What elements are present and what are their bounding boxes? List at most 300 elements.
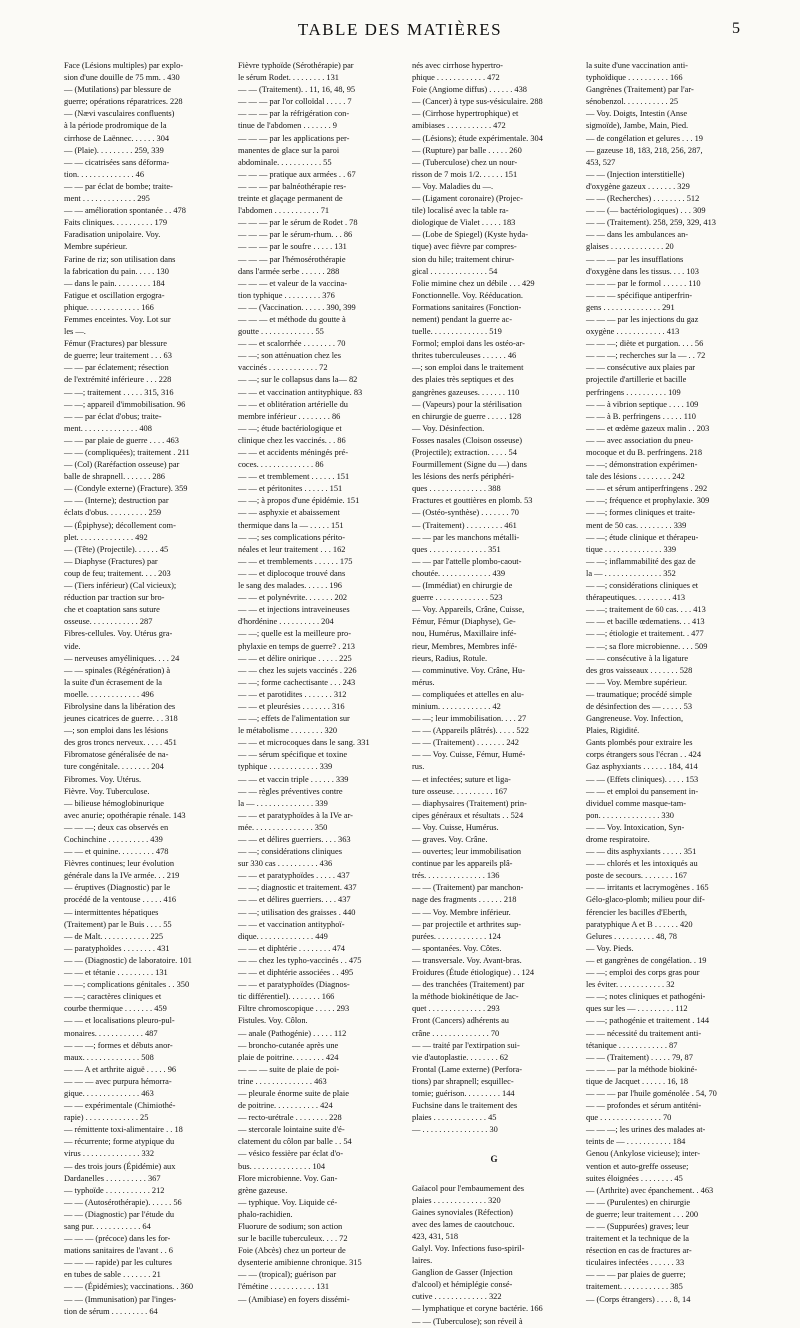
index-column-1 [64,60,228,1316]
index-entry-line: nou, Humérus, Maxillaire infé- [412,629,517,639]
index-entry-line: — — (Appareils plâtrés). . . . . 522 [412,726,529,736]
index-entry-line: ture osseuse. . . . . . . . . . 167 [412,786,508,796]
index-entry-line: — — et accidents méningés pré- [238,448,348,457]
index-entry-line: — — sérum spécifique et toxine [238,750,348,760]
index-columns [64,60,752,1326]
index-entry-line: Gangrènes (Traitement) par l'ar- [586,85,694,95]
index-entry-line: néales et leur traitement . . . 162 [238,544,346,554]
index-entry-line: perfringens . . . . . . . . . . 109 [586,387,681,397]
index-entry-line: — —; démonstration expérimen- [586,460,698,470]
index-entry-line: thrites tuberculeuses . . . . . . 46 [412,351,517,361]
index-entry-line: vaccinés . . . . . . . . . . . . 72 [238,363,328,373]
index-entry-line: — — par éclat de bombe; traite- [64,181,173,191]
index-entry-line: — (Lobe de Spiegel) (Kyste hyda- [412,230,529,240]
index-entry-line: — (Cirrhose hypertrophique) et [412,109,519,119]
index-entry-line: Fonctionnelle. Voy. Rééducation. [412,290,524,300]
index-entry-line: — — par éclatement; résection [64,363,169,373]
index-entry-line: Gélo-glaco-plomb; milieu pour dif- [586,895,705,905]
index-entry-line: thermique dans la — . . . . . 151 [238,520,344,530]
index-entry-line: la — . . . . . . . . . . . . . . 339 [238,798,328,808]
index-entry-line: plaies . . . . . . . . . . . . . 320 [412,1195,501,1205]
index-entry-line: — — et vaccination antityphique. 83 [238,387,363,397]
index-entry-line: — Diaphyse (Fractures) par [64,556,158,566]
index-entry-line: — — amélioration spontanée . . 478 [64,206,186,216]
index-entry-line: tic différentiel). . . . . . . . 166 [238,992,335,1002]
index-entry-line: osseuse. . . . . . . . . . . . 287 [64,617,153,627]
index-entry-line: tions) par shrapnell; esquillec- [412,1076,514,1086]
index-entry-line: nés avec cirrhose hypertro- [412,61,503,70]
index-entry-line: Fibromatose généralisée de na- [64,750,169,760]
index-entry-line: trine . . . . . . . . . . . . . . 463 [238,1076,327,1086]
index-entry-line: treinte et glaçage permanent de [238,194,343,204]
index-entry-line: guerre . . . . . . . . . . . . . 523 [412,593,503,603]
index-entry-line: Fibres-cellules. Voy. Utérus gra- [64,629,173,639]
index-entry-line: — — et délires guerriers. . . . 363 [238,835,351,844]
index-entry-line: — —; inflammabilité des gaz de [586,556,696,566]
index-entry-line: ques . . . . . . . . . . . . . . 388 [412,484,501,494]
index-entry-line: grène gazeuse. [238,1185,288,1195]
index-entry-line: 453, 527 [586,157,616,167]
index-entry-line: tomie; guérison. . . . . . . . . 144 [412,1088,515,1098]
index-entry-line: — — (Traitement). . 11, 16, 48, 95 [238,85,356,95]
index-entry-line: — — par plaie de guerre . . . . 463 [64,435,179,445]
index-entry-line: — — Voy. Cuisse, Fémur, Humé- [412,750,526,760]
index-entry-line: — — —; deux cas observés en [64,822,169,832]
index-entry-line: — spontanées. Voy. Côtes. [412,943,502,953]
index-entry-line: phalo-rachidien. [238,1209,293,1219]
index-entry-line: — (Arthrite) avec épanchement. . 463 [586,1185,714,1195]
index-entry-line: — (Nævi vasculaires confluents) [64,109,175,119]
section-letter: G [490,1154,498,1165]
index-entry-line: rapie) . . . . . . . . . . . . . 25 [64,1113,149,1123]
index-entry-line: — —; traitement de 60 cas. . . . 413 [586,605,706,615]
index-entry-line: — —; étiologie et traitement. . 477 [586,629,704,639]
index-entry-line: Foie (Angiome diffus) . . . . . . 438 [412,85,527,95]
index-entry-line: — — et diplocoque trouvé dans [238,568,346,578]
index-entry-line: — —; traitement . . . . . 315, 316 [64,387,174,397]
index-entry-line: plaie de poitrine. . . . . . . . 424 [238,1052,339,1062]
index-entry-line: — — expérimentale (Chimiothé- [64,1101,176,1111]
index-entry-line: la suite d'un écrasement de la [64,677,163,687]
index-entry-line: traitement. . . . . . . . . . . . 385 [586,1282,683,1292]
index-entry-line: — — — par balnéothérapie res- [238,181,347,191]
index-entry-line: — —; caractères cliniques et [64,992,162,1002]
index-entry-line: — et infectées; suture et liga- [412,774,511,784]
index-entry-line: Fluorure de sodium; son action [238,1222,343,1231]
index-entry-line: — — — et valeur de la vaccina- [238,278,348,288]
index-entry-line: Gelures . . . . . . . . . . 48, 78 [586,931,677,941]
index-entry-line: — — (Traitement) . . . . . 79, 87 [586,1052,693,1062]
index-entry-line: abdominale. . . . . . . . . . . 55 [238,157,332,167]
index-entry-line: — — et scalorrhée . . . . . . . . 70 [238,339,346,349]
index-entry-line: — —; forme cachectisante . . . 243 [238,677,356,687]
index-entry-line: — — — suite de plaie de poi- [238,1064,340,1074]
index-entry-line: gical . . . . . . . . . . . . . . 54 [412,266,498,276]
index-entry-line: ques sur les — . . . . . . . . . 112 [586,1004,688,1014]
index-entry-line: — — traité par l'extirpation sui- [412,1040,520,1050]
index-entry-line: — —; sur le collapsus dans la— 82 [238,375,358,385]
index-entry-line: — —; ses complications périto- [238,532,345,542]
index-entry-line: Membre supérieur. [64,242,128,252]
index-entry-line: — — (Diagnostic) de laboratoire. 101 [64,955,192,965]
index-entry-line: — (Vapeurs) pour la stérilisation [412,399,522,409]
index-entry-line: — des trois jours (Épidémie) aux [64,1161,176,1171]
index-entry-line: — —; appareil d'immobilisation. 96 [64,399,186,409]
index-entry-line: Farine de riz; son utilisation dans [64,254,176,264]
index-entry-line: — (Immédiat) en chirurgie de [412,581,513,591]
index-entry-line: à la période prodromique de la [64,121,167,131]
index-entry-line: — — Voy. Membre inférieur. [412,907,511,917]
index-entry-line: l'abdomen . . . . . . . . . . . 71 [238,206,330,216]
index-entry-line: férencier les bacilles d'Eberth, [586,907,688,917]
index-entry-line: — — et vaccination antityphoï- [238,919,345,929]
index-entry-line: — — et tremblement . . . . . . 151 [238,472,350,482]
index-entry-line: — —; formes cliniques et traite- [586,508,696,518]
index-entry-line: nement) pendant la guerre ac- [412,314,512,324]
index-entry-line: poste de secours. . . . . . . . 167 [586,871,687,881]
index-entry-line: — des tranchées (Traitement) par [412,980,525,990]
index-entry-line: mations sanitaires de l'avant . . 6 [64,1246,173,1256]
index-entry-line: trés. . . . . . . . . . . . . . . 136 [412,871,500,881]
index-entry-line: — — chez les sujets vaccinés . 226 [238,665,357,675]
index-entry-line: — — — spécifique antiperfrin- [586,290,693,300]
index-entry-line: moelle. . . . . . . . . . . . . 496 [64,689,154,699]
index-entry-line: — — (Recherches) . . . . . . . . 512 [586,194,700,204]
index-entry-line: — — (Traitement) par manchon- [412,883,524,893]
index-entry-line: — — par les manchons métalli- [412,532,520,542]
index-column-2 [238,60,402,1304]
index-entry-line: — —; sa flore microbienne. . . . 509 [586,641,708,651]
index-entry-line: sénobenzol. . . . . . . . . . . 25 [586,97,679,107]
index-entry-line: — vésico fessière par éclat d'o- [238,1149,343,1159]
index-entry-line: Genou (Ankylose vicieuse); inter- [586,1149,701,1159]
index-entry-line: — —; leur immobilisation. . . . 27 [412,714,527,724]
index-entry-line: la suite d'une vaccination anti- [586,61,688,70]
index-entry-line: Femmes enceintes. Voy. Lot sur [64,314,171,324]
index-entry-line: bus. . . . . . . . . . . . . . . 104 [238,1161,326,1171]
index-entry-line: — stercorale lointaine suite d'é- [238,1125,345,1135]
index-entry-line: — — et délires guerriers. . . . 437 [238,895,351,905]
index-entry-line: — — (Traitement) . . . . . . . 242 [412,738,519,748]
index-entry-line: — — par éclat d'obus; traite- [64,411,162,421]
index-entry-line: corps étrangers sous l'écran . . 424 [586,750,702,760]
index-entry-line: sigmoïde), Jambe, Main, Pied. [586,121,689,131]
index-entry-line: — — (Immunisation) par l'inges- [64,1294,177,1304]
index-entry-line: le métabolisme . . . . . . . . 320 [238,726,338,736]
index-entry-line: — typhique. Voy. Liquide cé- [238,1197,338,1207]
index-entry-line: — — et sérum antiperfringens . 292 [586,484,708,494]
index-entry-line: — — et paratyphoïdes à la IVe ar- [238,810,353,820]
index-entry-line: — — (Injection interstitielle) [586,169,685,179]
index-entry-line: — — — rapide) par les cultures [64,1258,172,1268]
index-entry-line: tile) localisé avec la table ra- [412,206,509,216]
index-entry-line: Face (Lésions multiples) par explo- [64,61,184,70]
index-entry-line: — — et microcoques dans le sang. 331 [238,738,370,748]
index-entry-line: des plaies très septiques et des [412,375,514,385]
index-entry-line: — — (Vaccination. . . . . . 390, 399 [238,302,356,312]
index-entry-line: — Voy. Appareils, Crâne, Cuisse, [412,605,525,615]
index-entry-line: phique . . . . . . . . . . . . 472 [412,73,500,83]
index-entry-line: — — —; formes et débuts anor- [64,1040,173,1050]
index-entry-line: que . . . . . . . . . . . . . . . 70 [586,1113,672,1123]
index-entry-line: Faradisation unipolaire. Voy. [64,230,161,240]
index-entry-line: générale dans la IVe armée. . . 219 [64,871,180,881]
index-entry-line: Gaïacol pour l'embaumement des [412,1183,524,1193]
index-entry-line: — — — par plaies de guerre; [586,1270,686,1280]
index-entry-line: — — chlorés et les intoxiqués au [586,859,698,869]
index-entry-line: cutive . . . . . . . . . . . . . 322 [412,1292,502,1302]
index-entry-line: suites éloignées . . . . . . . . 45 [586,1173,683,1183]
index-entry-line: continue par les appareils plâ- [412,859,513,869]
index-entry-line: d'alcool) et hémiplégie consé- [412,1280,513,1290]
index-entry-line: — — profondes et sérum antiténi- [586,1101,702,1111]
index-entry-line: les éviter. . . . . . . . . . . . 32 [586,980,675,990]
index-entry-line: d'oxygène dans les tissus. . . . 103 [586,266,699,276]
index-entry-line: — — chez les typho-vaccinés . . 475 [238,955,362,965]
index-entry-line: Fibromes. Voy. Utérus. [64,774,142,784]
index-entry-line: — diaphysaires (Traitement) prin- [412,798,527,808]
index-entry-line: — de congélation et gelures . . . 19 [586,133,703,143]
page-title: TABLE DES MATIÈRES [297,20,503,39]
index-entry-line: — — (Diagnostic) par l'étude du [64,1209,175,1219]
index-entry-line: traitement et la technique de la [586,1234,690,1244]
index-entry-line: coup de feu; traitement. . . . 203 [64,568,171,578]
index-entry-line: d'hordénine . . . . . . . . . . 204 [238,617,334,627]
index-entry-line: crâne . . . . . . . . . . . . . . 70 [412,1028,500,1038]
index-entry-line: — — Voy. Membre supérieur. [586,677,688,687]
index-entry-line: procédé de la ventouse . . . . . 416 [64,895,177,905]
index-entry-line: de poitrine. . . . . . . . . . . 424 [238,1101,333,1111]
index-entry-line: Gaz asphyxiants . . . . . . 184, 414 [586,762,698,772]
index-entry-line: — paratyphoïdes . . . . . . . . 431 [64,943,170,953]
index-entry-line: plet. . . . . . . . . . . . . . 492 [64,532,148,542]
index-entry-line: — — et pleurésies . . . . . . . 316 [238,701,345,711]
index-entry-line: avec anurie; opothérapie rénale. 143 [64,810,186,820]
index-entry-line: — pleurale énorme suite de plaie [238,1088,349,1098]
index-entry-line: tion. . . . . . . . . . . . . . 46 [64,169,145,179]
index-entry-line: de guerre; leur traitement . . . 200 [586,1209,699,1219]
index-entry-line: vention et auto-greffe osseuse; [586,1161,689,1171]
index-entry-line: Fièvre typhoïde (Sérothérapie) par [238,61,354,70]
index-entry-line: — — —; diète et purgation. . . . 56 [586,339,704,349]
index-entry-line: les —. [64,327,86,337]
index-entry-line: membre inférieur . . . . . . . . 86 [238,411,341,421]
index-entry-line: dysenterie amibienne chronique. 315 [238,1258,362,1268]
index-entry-line: — — et vaccin triple . . . . . . 339 [238,774,349,784]
index-entry-line: — — (Épidémies); vaccinations. . 360 [64,1282,194,1292]
index-entry-line: — — (Suppurées) graves; leur [586,1222,689,1231]
index-entry-line: — Voy. Cuisse, Humérus. [412,822,499,832]
index-entry-line: — (Mutilations) par blessure de [64,85,171,95]
index-entry-line: — Voy. Désinfection. [412,423,485,433]
index-entry-line: ticulaires infectées . . . . . . 33 [586,1258,685,1268]
index-entry-line: Foie (Abcès) chez un porteur de [238,1246,346,1256]
index-entry-line: — — et diphtérie . . . . . . . . 474 [238,943,345,953]
index-entry-line: mée. . . . . . . . . . . . . . . 350 [238,822,328,832]
index-entry-line: Fémur (Fractures) par blessure [64,339,168,349]
index-entry-line: — récurrente; forme atypique du [64,1137,175,1147]
index-entry-line: — — (Interne); destruction par [64,496,169,506]
page-number: 5 [732,20,740,37]
index-entry-line: — — et péritonites . . . . . . 151 [238,484,343,494]
index-entry-line: — ouvertes; leur immobilisation [412,847,522,857]
index-entry-line: Fémur, Fémur (Diaphyse), Ge- [412,617,516,627]
index-entry-line: — — et tremblements . . . . . . 175 [238,556,353,566]
index-entry-line: — — — par les applications per- [238,133,350,143]
index-entry-line: tinue de l'abdomen . . . . . . . 9 [238,121,337,131]
index-entry-line: — — et oblitération artérielle du [238,399,348,409]
index-entry-line: Filtre chromoscopique . . . . . 293 [238,1004,350,1014]
index-entry-line: — — et polynévrite. . . . . . . 202 [238,593,348,603]
index-entry-line: mérus. [412,677,435,687]
index-entry-line: — — —; recherches sur la — . . 72 [586,351,706,361]
index-entry-line: — broncho-cutanée après une [238,1040,339,1050]
index-entry-line: — — et injections intraveineuses [238,605,350,615]
index-entry-line: — rémittente toxi-alimentaire . . 18 [64,1125,183,1135]
index-entry-line: — gazeuse 18, 183, 218, 256, 287, [586,145,703,155]
index-entry-line: plaies . . . . . . . . . . . . . 45 [412,1113,497,1123]
index-entry-line: Faits cliniques. . . . . . . . . . 179 [64,218,168,228]
index-entry-line: — —; utilisation des graisses . 440 [238,907,356,917]
index-entry-line: — (Cancer) à type sus-vésiculaire. 288 [412,97,543,107]
index-entry-line: — —; notes cliniques et pathogéni- [586,992,706,1002]
index-entry-line: — — cicatrisées sans déforma- [64,157,170,167]
index-entry-line: — — et œdème gazeux malin . . 203 [586,423,710,433]
index-entry-line: — dans le pain. . . . . . . . . 184 [64,278,165,288]
index-entry-line: — — et diphtérie associées . . 495 [238,968,354,978]
index-entry-line: — (Amibiase) en foyers dissémi- [238,1294,350,1304]
index-entry-line: mocoque et du B. perfringens. 218 [586,448,703,457]
index-entry-line: — — dans les ambulances an- [586,230,689,240]
index-entry-line: — nerveuses amyéliniques. . . . 24 [64,653,180,663]
index-entry-line: des gros troncs nerveux. . . . . 451 [64,738,177,748]
index-entry-line: — — dits asphyxiants . . . . . 351 [586,847,697,857]
index-entry-line: — —; considérations cliniques et [586,581,699,591]
index-entry-line: gique. . . . . . . . . . . . . . 463 [64,1088,154,1098]
index-entry-line: Gaines synoviales (Réfection) [412,1207,513,1217]
index-entry-line: — typhoïde . . . . . . . . . . . 212 [64,1185,165,1195]
index-entry-line: Froidures (Étude étiologique) . . 124 [412,968,535,978]
index-entry-line: la méthode biokinétique de Jac- [412,992,519,1002]
index-entry-line: nage des fragments . . . . . . 218 [412,895,517,905]
index-entry-line: — (Tête) (Projectile). . . . . . 45 [64,544,169,554]
index-entry-line: monaires. . . . . . . . . . . . 487 [64,1028,158,1038]
index-entry-line: — —; effets de l'alimentation sur [238,714,350,724]
index-entry-line: — — spinales (Régénération) à [64,665,171,675]
index-entry-line: tuelle. . . . . . . . . . . . . . 519 [412,327,502,337]
index-entry-line: — — et tétanie . . . . . . . . . 131 [64,968,168,978]
index-entry-line: Formations sanitaires (Fonction- [412,302,522,312]
index-entry-line: Fièvre. Voy. Tuberculose. [64,786,150,796]
index-entry-line: — transversale. Voy. Avant-bras. [412,955,522,965]
index-entry-line: la fabrication du pain. . . . . 130 [64,266,169,276]
index-entry-line: — anale (Pathogénie) . . . . . 112 [238,1028,347,1038]
index-entry-line: clatement du côlon par balle . . 54 [238,1137,352,1147]
index-entry-line: Fistules. Voy. Côlon. [238,1016,308,1026]
index-entry-line: oxygène . . . . . . . . . . . . 413 [586,327,680,337]
index-entry-line: — — et paratyphoïdes (Diagnos- [238,980,350,990]
index-entry-line: — Voy. Pieds. [586,943,634,953]
index-entry-line: phique. . . . . . . . . . . . . 166 [64,302,154,312]
index-entry-line: Fatigue et oscillation ergogra- [64,290,165,300]
index-entry-line: — Voy. Doigts, Intestin (Anse [586,109,688,119]
index-entry-line: Cochinchine . . . . . . . . . . 439 [64,835,163,844]
index-entry-line: risson de 7 mois 1/2. . . . . . 151 [412,169,518,179]
index-entry-line: Fractures et gouttières en plomb. 53 [412,496,533,506]
index-entry-line: typhique . . . . . . . . . . . . 339 [238,762,333,772]
index-entry-line: — — (tropical); guérison par [238,1270,337,1280]
index-entry-line: Dardanelles . . . . . . . . . . 367 [64,1173,161,1183]
index-entry-line: — bilieuse hémoglobinurique [64,798,165,808]
index-entry-line: — — — par le formol . . . . . . 110 [586,278,701,288]
index-entry-line: — . . . . . . . . . . . . . . . . 30 [412,1125,498,1135]
index-entry-line: — — — par la réfrigération con- [238,109,350,119]
index-entry-line: de l'extrémité inférieure . . . 228 [64,375,172,385]
index-entry-line: la — . . . . . . . . . . . . . . 352 [586,568,676,578]
index-entry-line: — — irritants et lacrymogènes . 165 [586,883,709,893]
index-entry-line: — et gangrènes de congélation. . 19 [586,955,707,965]
index-entry-line: gens . . . . . . . . . . . . . . 291 [586,302,675,312]
index-entry-line: le sang des malades. . . . . . 196 [238,581,342,591]
index-entry-line: diologique de Vialet . . . . . 183 [412,218,516,228]
index-entry-line: de désinfection des — . . . . . 53 [586,701,693,711]
index-entry-line: —; son emploi dans les lésions [64,726,168,736]
index-entry-line: l'émétine . . . . . . . . . . . 131 [238,1282,330,1292]
index-entry-line: guerre; opérations réparatrices. 228 [64,97,183,107]
index-entry-line: — — par l'attelle plombo-caout- [412,556,522,566]
index-entry-line: ture congénitale. . . . . . . . 204 [64,762,164,772]
index-entry-line: courbe thermique . . . . . . . 459 [64,1004,167,1014]
index-entry-line: — éruptives (Diagnostic) par le [64,883,171,893]
index-entry-line: — Voy. Maladies du —. [412,181,494,191]
index-entry-line: — —; pathogénie et traitement . 144 [586,1016,710,1026]
index-entry-line: sur 330 cas . . . . . . . . . . 436 [238,859,333,869]
index-entry-line: drome respiratoire. [586,835,650,844]
index-entry-line: de guerre; leur traitement . . . 63 [64,351,172,361]
index-entry-line: — — (Traitement). 258, 259, 329, 413 [586,218,716,228]
index-entry-line: — —; considérations cliniques [238,847,342,857]
index-entry-line: — comminutive. Voy. Crâne, Hu- [412,665,525,675]
index-entry-line: minium. . . . . . . . . . . . . 42 [412,701,501,711]
index-entry-line: — (Col) (Raréfaction osseuse) par [64,460,180,470]
index-entry-line: gangrènes gazeuses. . . . . . . 110 [412,387,520,397]
index-entry-line: — — et emploi du pansement in- [586,786,699,796]
index-entry-line: — graves. Voy. Crâne. [412,835,488,844]
index-entry-line: pon. . . . . . . . . . . . . . . 330 [586,810,674,820]
index-entry-line: — compliquées et attelles en alu- [412,689,524,699]
index-entry-line: Fourmillement (Signe du —) dans [412,460,527,470]
index-entry-line: ment. . . . . . . . . . . . . . 408 [64,423,152,433]
index-entry-line: — — —; les urines des malades at- [586,1125,706,1135]
index-entry-line: — (Corps étrangers) . . . . 8, 14 [586,1294,691,1304]
index-entry-line: — — nécessité du traitement anti- [586,1028,702,1038]
index-column-4 [586,60,750,1304]
index-entry-line: clinique chez les vaccinés. . . 86 [238,435,346,445]
index-entry-line: — — — et méthode du goutte à [238,314,346,324]
index-entry-line: en tubes de sable . . . . . . . 21 [64,1270,161,1280]
index-entry-line: vie d'autoplastie. . . . . . . . 62 [412,1052,509,1062]
index-entry-line: tion de sérum . . . . . . . . . 64 [64,1306,158,1316]
index-entry-line: tique . . . . . . . . . . . . . . 339 [586,544,677,554]
index-entry-line: — recto-urétrale . . . . . . . . 228 [238,1113,342,1123]
index-entry-line: ques . . . . . . . . . . . . . . 351 [412,544,501,554]
index-entry-line: ment . . . . . . . . . . . . . 295 [64,194,150,204]
index-entry-line: Fosses nasales (Cloison osseuse) [412,435,523,445]
index-entry-line: choutée. . . . . . . . . . . . . 439 [412,568,506,578]
index-entry-line: les lésions des nerfs périphéri- [412,472,514,482]
index-entry-line: avec des lames de caoutchouc. [412,1219,515,1229]
index-entry-line: Fibrolysine dans la libération des [64,701,176,711]
